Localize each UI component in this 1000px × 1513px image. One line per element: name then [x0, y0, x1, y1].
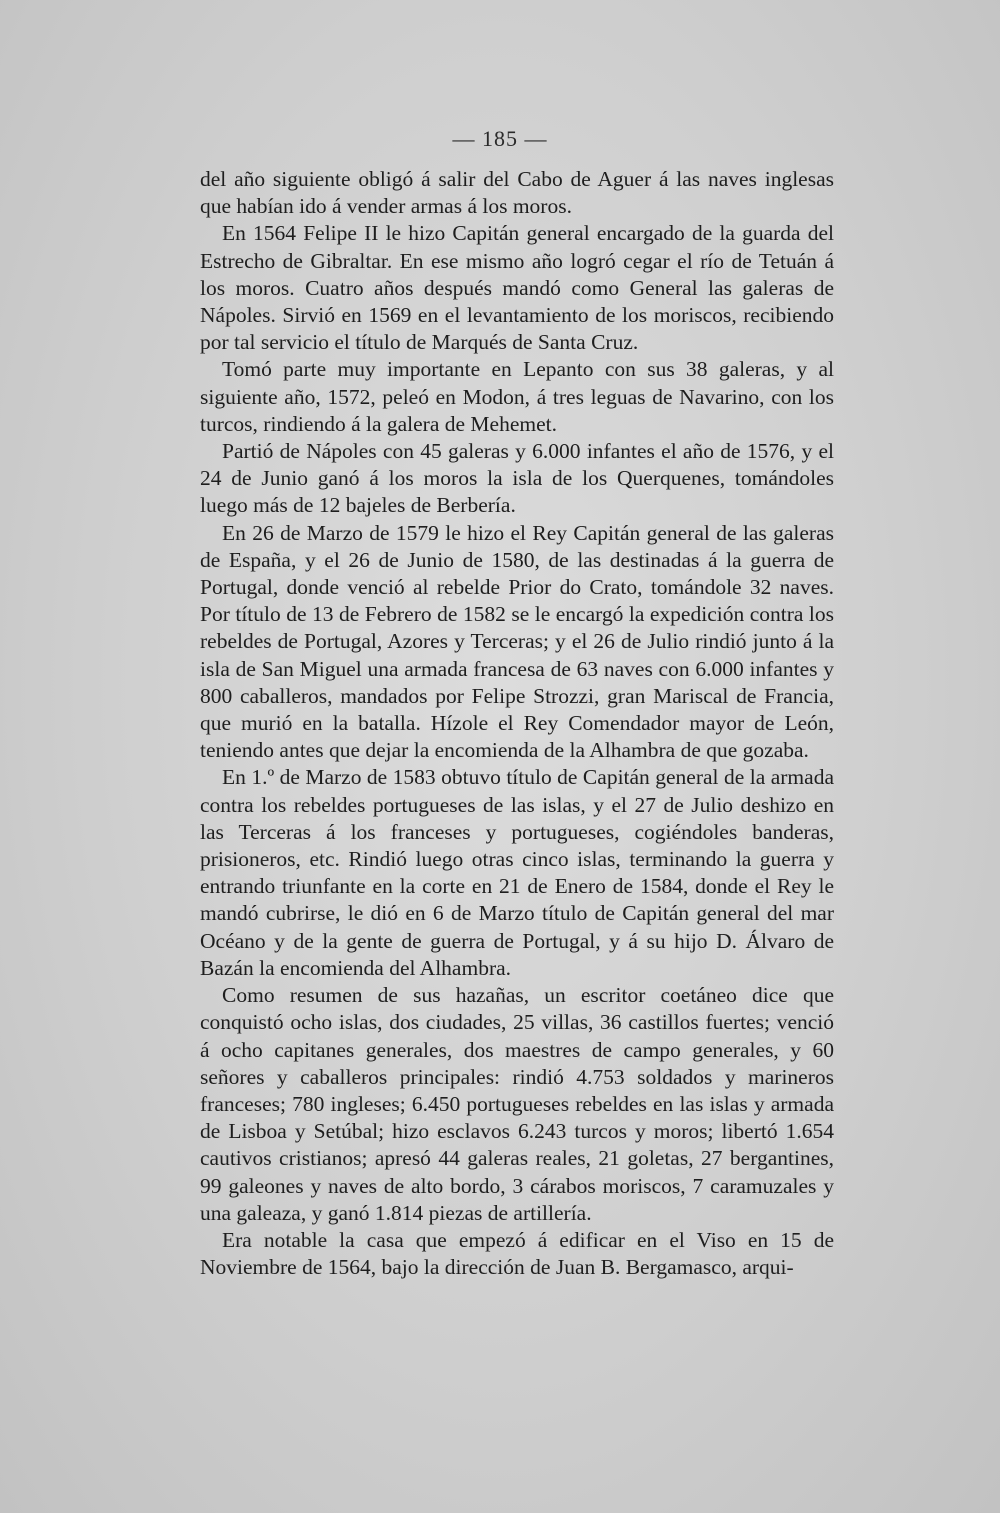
paragraph-7: Como resumen de sus hazañas, un escritor coetáneo dice que conquistó ocho islas, dos ciudades, 25 villas, 36 castillos fuertes; venció á ocho capitanes generales, dos maestres de campo generales, y 60 señores y caballeros principales: rindió 4.753 soldados y marineros franceses; 780 ingleses; 6.450 portugueses rebeldes en las islas y armada de Lisboa y Setúbal; hizo esclavos 6.243 turcos y moros; libertó 1.654 cautivos cristianos; apresó 44 galeras reales, 21 goletas, 27 bergantines, 99 galeones y naves de alto bordo, 3 cárabos moriscos, 7 caramuzales y una galeaza, y ganó 1.814 piezas de artillería. [200, 983, 834, 1225]
paragraph-5: En 26 de Marzo de 1579 le hizo el Rey Capitán general de las galeras de España, y el 26 de Junio de 1580, de las destinadas á la guerra de Portugal, donde venció al rebelde Prior do Crato, tomándole 32 naves. Por título de 13 de Febrero de 1582 se le encargó la expedición contra los rebeldes de Portugal, Azores y Terceras; y el 26 de Julio rindió junto á la isla de San Miguel una armada francesa de 63 naves con 6.000 infantes y 800 caballeros, mandados por Felipe Strozzi, gran Mariscal de Francia, que murió en la batalla. Hízole el Rey Comendador mayor de León, teniendo antes que dejar la encomienda de la Alhambra de que gozaba. [200, 520, 834, 763]
paragraph-1: del año siguiente obligó á salir del Cabo de Aguer á las naves inglesas que habían ido á vender armas á los moros. [200, 167, 834, 219]
paragraph-3: Tomó parte muy importante en Lepanto con sus 38 galeras, y al siguiente año, 1572, peleó en Modon, á tres leguas de Navarino, con los turcos, rindiendo á la galera de Mehemet. [200, 357, 834, 436]
paragraph-4: Partió de Nápoles con 45 galeras y 6.000 infantes el año de 1576, y el 24 de Junio ganó á los moros la isla de los Querquenes, tomándoles luego más de 12 bajeles de Berbería. [200, 439, 834, 518]
body-text [200, 166, 834, 1281]
paragraph-2: En 1564 Felipe II le hizo Capitán general encargado de la guarda del Estrecho de Gibraltar. En ese mismo año logró cegar el río de Tetuán á los moros. Cuatro años después mandó como General las galeras de Nápoles. Sirvió en 1569 en el levantamiento de los moriscos, recibiendo por tal servicio el título de Marqués de Santa Cruz. [200, 221, 834, 355]
page-number: — 185 — [452, 126, 548, 151]
paragraph-8: Era notable la casa que empezó á edificar en el Viso en 15 de Noviembre de 1564, bajo la dirección de Juan B. Bergamasco, arqui- [200, 1227, 834, 1280]
paragraph-6: En 1.º de Marzo de 1583 obtuvo título de Capitán general de la armada contra los rebeldes portugueses de las islas, y el 27 de Julio deshizo en las Terceras á los franceses y portugueses, cogiéndoles banderas, prisioneros, etc. Rindió luego otras cinco islas, terminando la guerra y entrando triunfante en la corte en 21 de Enero de 1584, donde el Rey le mandó cubrirse, le dió en 6 de Marzo título de Capitán general del mar Océano y de la gente de guerra de Portugal, y á su hijo D. Álvaro de Bazán la encomienda del Alhambra. [200, 765, 834, 980]
